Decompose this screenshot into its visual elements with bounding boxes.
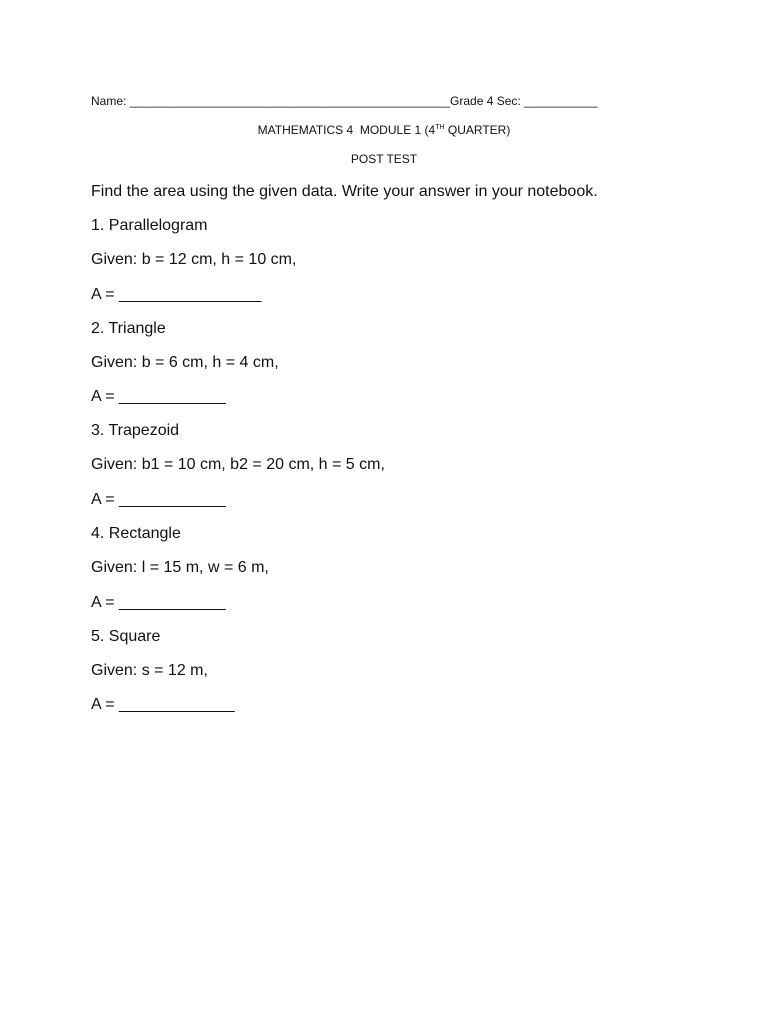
title-superscript: TH [435,124,445,131]
item-4-answer: A = ____________ [91,594,226,611]
item-5-answer: A = _____________ [91,696,235,713]
worksheet-title [0,124,768,136]
name-grade-section-line: Name: ________________________________________________Grade 4 Sec: ___________ [91,94,598,108]
item-5-heading: 5. Square [91,628,161,645]
item-1-given: Given: b = 12 cm, h = 10 cm, [91,251,297,268]
item-5-given: Given: s = 12 m, [91,662,208,679]
item-2-given: Given: b = 6 cm, h = 4 cm, [91,354,279,371]
title-main-after: QUARTER) [444,123,511,137]
title-main-before: MATHEMATICS 4 MODULE 1 (4 [257,123,436,137]
worksheet-subtitle: POST TEST [350,152,418,166]
item-2-answer: A = ____________ [91,388,226,405]
item-3-heading: 3. Trapezoid [91,422,180,439]
item-3-given: Given: b1 = 10 cm, b2 = 20 cm, h = 5 cm, [91,456,385,473]
instructions: Find the area using the given data. Write your answer in your notebook. [91,183,598,200]
item-1-heading: 1. Parallelogram [91,217,208,234]
item-4-given: Given: l = 15 m, w = 6 m, [91,559,269,576]
item-1-answer: A = ________________ [91,286,262,303]
item-4-heading: 4. Rectangle [91,525,181,542]
item-3-answer: A = ____________ [91,491,226,508]
item-2-heading: 2. Triangle [91,320,166,337]
